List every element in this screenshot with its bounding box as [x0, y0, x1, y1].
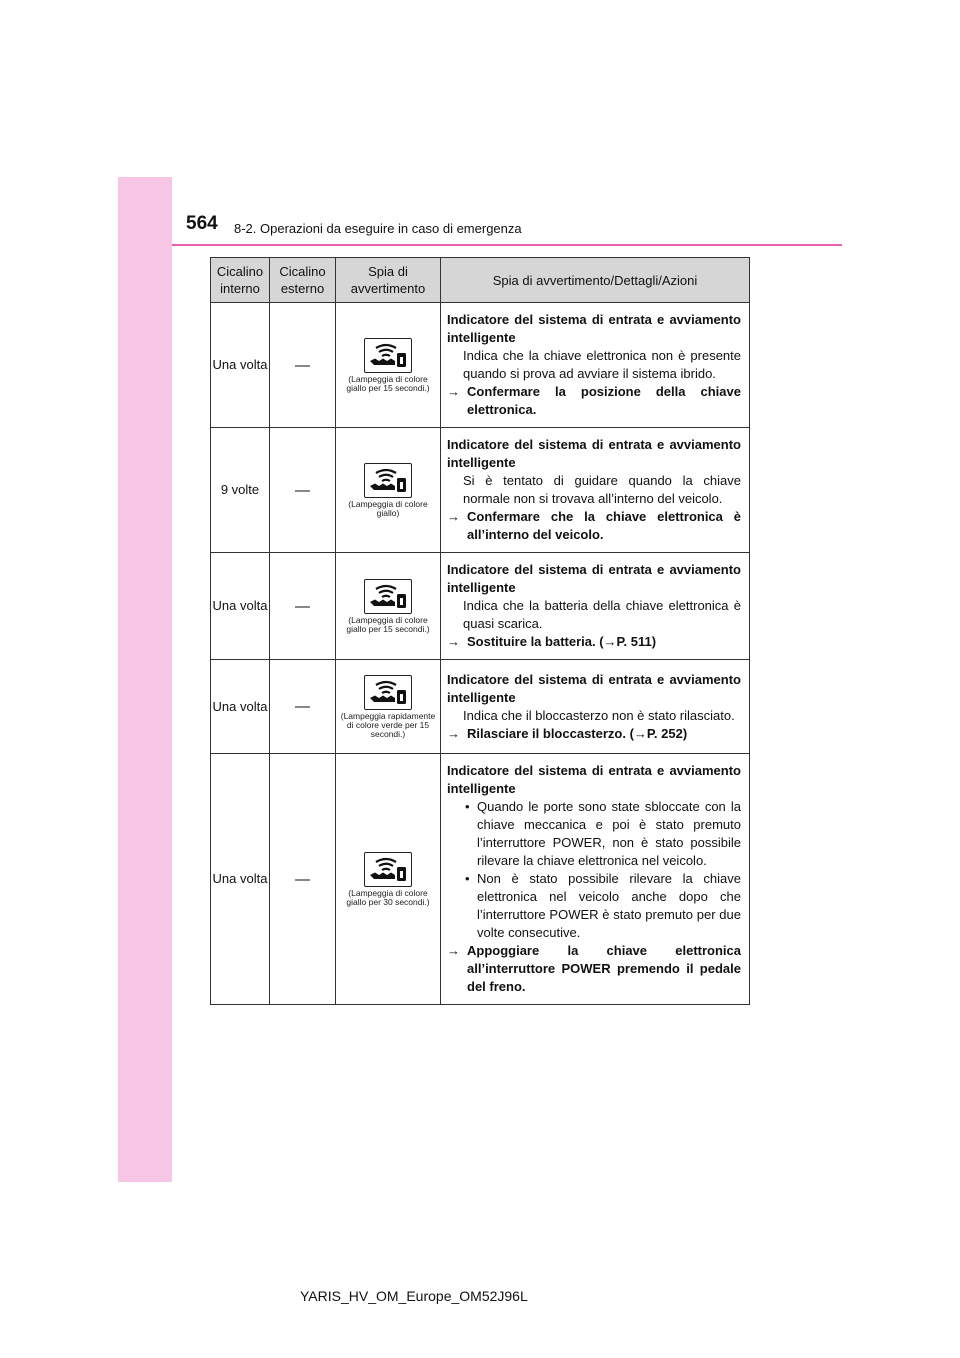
indicator-title: Indicatore del sistema di entrata e avviamento intelligente: [447, 437, 741, 470]
details-cell: [441, 754, 750, 1005]
header-external-buzzer: Cicalino esterno: [270, 258, 336, 303]
header-rule: [172, 244, 842, 246]
table-header-row: [211, 258, 750, 303]
smart-key-icon: [364, 675, 412, 710]
table-row: [211, 754, 750, 1005]
smart-key-icon: [364, 852, 412, 887]
warning-light-cell: [336, 754, 441, 1005]
details-cell: [441, 660, 750, 754]
internal-buzzer-cell: Una volta: [211, 754, 270, 1005]
header-warning-light: Spia di avvertimento: [336, 258, 441, 303]
light-caption: (Lampeggia di colore giallo per 30 secondi.): [346, 887, 430, 907]
external-buzzer-cell: —: [270, 754, 336, 1005]
internal-buzzer-cell: Una volta: [211, 553, 270, 660]
indicator-title: Indicatore del sistema di entrata e avviamento intelligente: [447, 763, 741, 796]
external-buzzer-cell: —: [270, 303, 336, 428]
action-text: → Sostituire la batteria. (→P. 511): [447, 634, 657, 649]
internal-buzzer-cell: Una volta: [211, 660, 270, 754]
indicator-title: Indicatore del sistema di entrata e avviamento intelligente: [447, 562, 741, 595]
table-row: [211, 428, 750, 553]
warning-light-cell: [336, 303, 441, 428]
action-text: → Confermare la posizione della chiave elettronica.: [447, 384, 741, 417]
warning-table: [210, 257, 750, 1005]
side-color-band: [118, 177, 172, 1182]
description-bullet: • Quando le porte sono state sbloccate con la chiave meccanica e poi è stato premuto l’interruttore POWER, non è stato possibile rilevare la chiave elettronica nel veicolo.: [465, 799, 741, 868]
external-buzzer-cell: —: [270, 553, 336, 660]
document-code: YARIS_HV_OM_Europe_OM52J96L: [300, 1288, 528, 1304]
indicator-title: Indicatore del sistema di entrata e avviamento intelligente: [447, 671, 741, 705]
action-text: → Rilasciare il bloccasterzo. (→P. 252): [447, 725, 688, 741]
warning-light-cell: [336, 553, 441, 660]
internal-buzzer-cell: 9 volte: [211, 428, 270, 553]
indicator-description: Indica che il bloccasterzo non è stato rilasciato.: [463, 707, 735, 723]
light-caption: (Lampeggia rapidamente di colore verde per 15 secondi.): [340, 710, 436, 739]
header-details: Spia di avvertimento/Dettagli/Azioni: [441, 258, 750, 303]
warning-light-cell: [336, 428, 441, 553]
smart-key-icon: [364, 579, 412, 614]
smart-key-icon: [364, 338, 412, 373]
smart-key-icon: [364, 463, 412, 498]
external-buzzer-cell: —: [270, 660, 336, 754]
light-caption: (Lampeggia di colore giallo): [348, 498, 428, 518]
details-cell: [441, 303, 750, 428]
details-cell: [441, 428, 750, 553]
indicator-description: Indica che la chiave elettronica non è presente quando si prova ad avviare il sistema ibrido.: [463, 348, 741, 381]
light-caption: (Lampeggia di colore giallo per 15 secondi.): [346, 614, 430, 634]
table-row: [211, 660, 750, 754]
external-buzzer-cell: —: [270, 428, 336, 553]
action-text: → Confermare che la chiave elettronica è all’interno del veicolo.: [447, 509, 741, 542]
action-text: → Appoggiare la chiave elettronica all’interruttore POWER premendo il pedale del freno.: [447, 943, 741, 994]
page-number: 564: [186, 213, 218, 234]
section-title: 8-2. Operazioni da eseguire in caso di emergenza: [234, 221, 522, 236]
indicator-title: Indicatore del sistema di entrata e avviamento intelligente: [447, 312, 741, 345]
table-row: [211, 553, 750, 660]
internal-buzzer-cell: Una volta: [211, 303, 270, 428]
details-cell: [441, 553, 750, 660]
header-internal-buzzer: Cicalino interno: [211, 258, 270, 303]
indicator-description: Indica che la batteria della chiave elettronica è quasi scarica.: [463, 598, 741, 631]
indicator-description: Si è tentato di guidare quando la chiave normale non si trovava all’interno del veicolo.: [463, 473, 741, 506]
warning-light-cell: [336, 660, 441, 754]
light-caption: (Lampeggia di colore giallo per 15 secondi.): [346, 373, 430, 393]
description-bullet: • Non è stato possibile rilevare la chiave elettronica nel veicolo anche dopo che l’interruttore POWER è stato premuto per due volte consecutive.: [465, 871, 741, 940]
table-row: [211, 303, 750, 428]
